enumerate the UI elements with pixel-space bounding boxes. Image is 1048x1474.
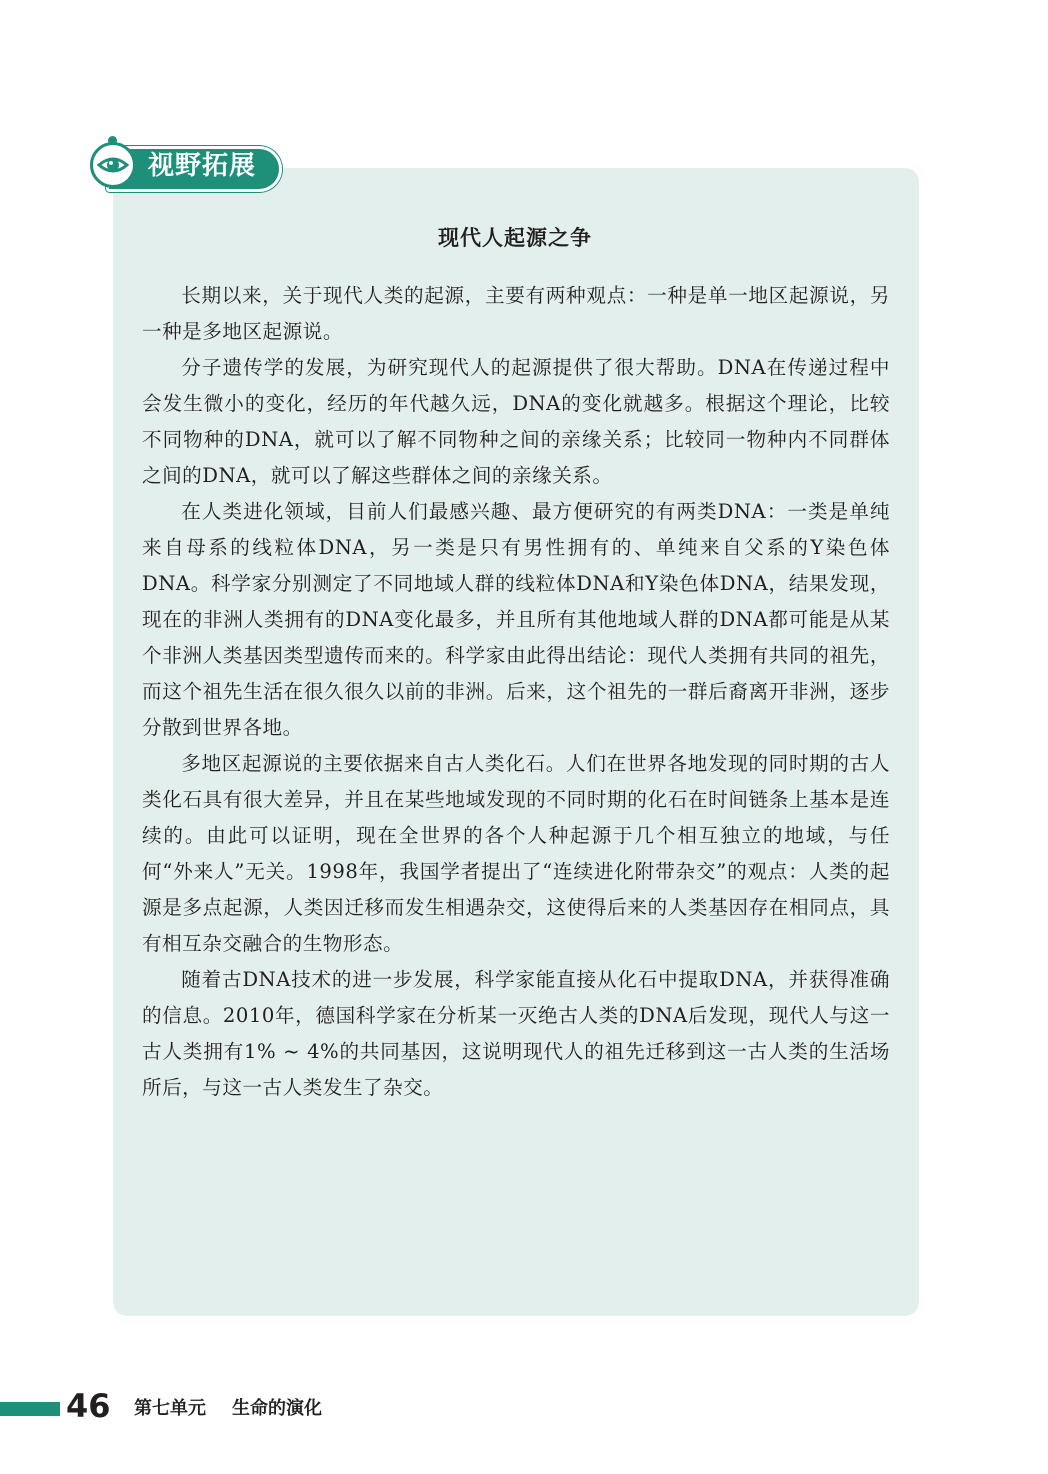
eye-icon — [90, 142, 136, 188]
article-paragraph: 随着古DNA技术的进一步发展，科学家能直接从化石中提取DNA，并获得准确的信息。2010年，德国科学家在分析某一灭绝古人类的DNA后发现，现代人与这一古人类拥有1% ~ 4%的共同基因，这说明现代人的祖先迁移到这一古人类的生活场所后，与这一古人类发生了杂交。 — [142, 968, 890, 1099]
article-body — [142, 278, 890, 1106]
article-paragraph: 多地区起源说的主要依据来自古人类化石。人们在世界各地发现的同时期的古人类化石具有很大差异，并且在某些地域发现的不同时期的化石在时间链条上基本是连续的。由此可以证明，现在全世界的各个人种起源于几个相互独立的地域，与任何“外来人”无关。1998年，我国学者提出了“连续进化附带杂交”的观点：人类的起源是多点起源，人类因迁移而发生相遇杂交，这使得后来的人类基因存在相同点，具有相互杂交融合的生物形态。 — [142, 752, 890, 955]
footer-chapter-label: 生命的演化 — [232, 1398, 322, 1419]
badge-dot — [108, 136, 117, 145]
footer-accent-bar — [0, 1402, 60, 1416]
section-badge-label: 视野拓展 — [148, 151, 257, 181]
footer-unit-label: 第七单元 — [134, 1398, 206, 1419]
article-title: 现代人起源之争 — [438, 226, 592, 250]
article-paragraph: 分子遗传学的发展，为研究现代人的起源提供了很大帮助。DNA在传递过程中会发生微小的变化，经历的年代越久远，DNA的变化就越多。根据这个理论，比较不同物种的DNA，就可以了解不同物种之间的亲缘关系；比较同一物种内不同群体之间的DNA，就可以了解这些群体之间的亲缘关系。 — [142, 356, 890, 487]
article-paragraph: 长期以来，关于现代人类的起源，主要有两种观点：一种是单一地区起源说，另一种是多地区起源说。 — [142, 284, 890, 343]
section-badge — [90, 142, 282, 190]
page-number: 46 — [66, 1387, 111, 1425]
article-paragraph: 在人类进化领域，目前人们最感兴趣、最方便研究的有两类DNA：一类是单纯来自母系的线粒体DNA，另一类是只有男性拥有的、单纯来自父系的Y染色体DNA。科学家分别测定了不同地域人群的线粒体DNA和Y染色体DNA，结果发现，现在的非洲人类拥有的DNA变化最多，并且所有其他地域人群的DNA都可能是从某个非洲人类基因类型遗传而来的。科学家由此得出结论：现代人类拥有共同的祖先，而这个祖先生活在很久很久以前的非洲。后来，这个祖先的一群后裔离开非洲，逐步分散到世界各地。 — [142, 500, 890, 739]
